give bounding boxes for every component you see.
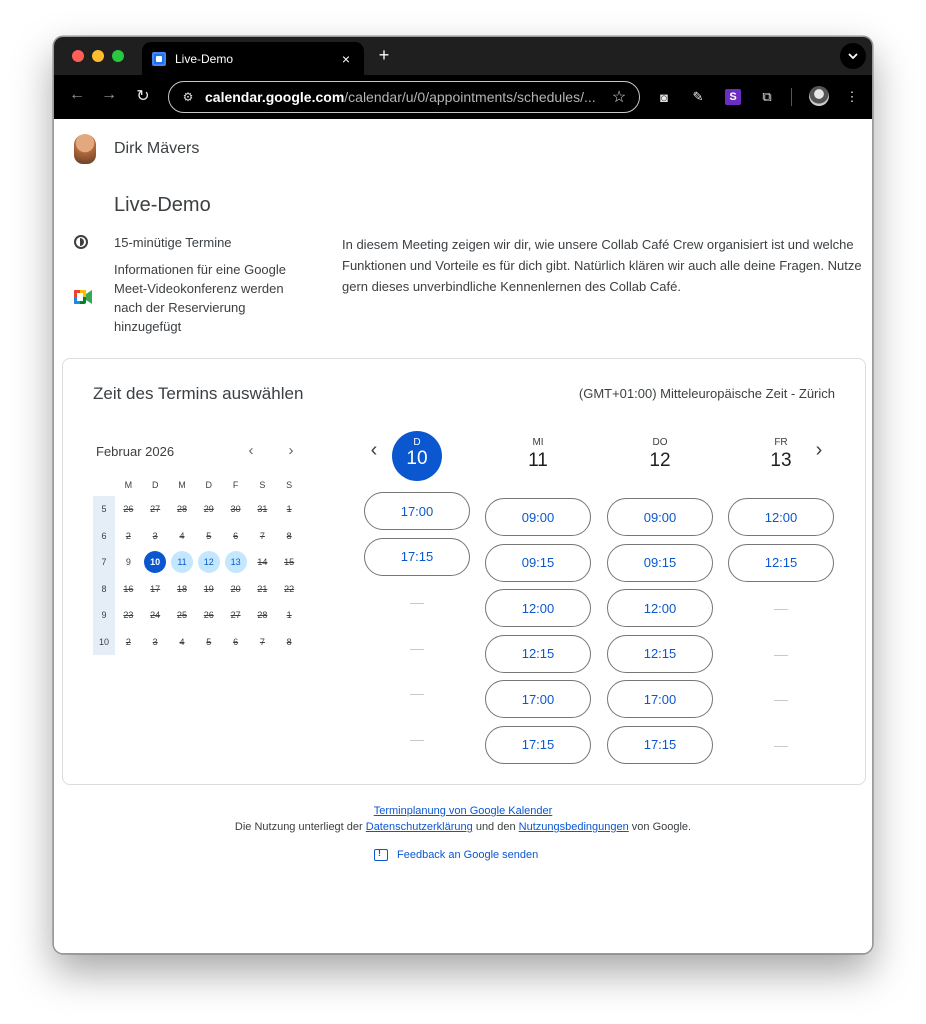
terms-footer <box>54 821 872 833</box>
week-next-icon[interactable]: › <box>815 439 823 461</box>
week-prev-icon[interactable]: ‹ <box>370 439 378 461</box>
mini-calendar-header <box>93 474 303 496</box>
day-number: 12 <box>649 450 671 471</box>
mini-calendar-day <box>142 525 169 547</box>
mini-calendar-day <box>115 525 142 547</box>
mini-calendar-day-label: 13 <box>225 551 247 573</box>
weekday-header: D <box>151 480 159 490</box>
time-slot-button[interactable]: 17:00 <box>485 680 591 718</box>
time-slot-button[interactable]: 09:15 <box>485 544 591 582</box>
week-number-header <box>93 474 115 496</box>
mini-prev-month-icon[interactable]: ‹ <box>248 442 254 459</box>
mini-calendar-day <box>195 498 222 520</box>
day-header-content <box>728 437 834 472</box>
mini-calendar-month: Februar 2026 <box>96 444 175 459</box>
s-extension-icon[interactable]: S <box>725 89 741 105</box>
mini-calendar-day-label: 3 <box>152 636 158 647</box>
mini-calendar-day-label: 20 <box>230 583 241 594</box>
terms-link[interactable]: Nutzungsbedingungen <box>518 821 629 833</box>
mini-calendar-day <box>222 498 249 520</box>
mini-calendar-day <box>276 604 303 626</box>
no-slot-placeholder: — <box>774 736 788 753</box>
time-slot-button[interactable]: 17:15 <box>364 538 470 576</box>
meet-info: Informationen für eine Google Meet-Videokonferenz werden nach der Reservierung hinzugefügt <box>114 262 286 334</box>
time-slot-button[interactable]: 12:15 <box>607 635 713 673</box>
time-slot-button[interactable]: 12:00 <box>728 498 834 536</box>
mini-calendar-day <box>169 578 196 600</box>
mini-calendar-day <box>249 604 276 626</box>
time-slot-button[interactable]: 12:15 <box>485 635 591 673</box>
mini-calendar-day-label: 28 <box>176 504 187 515</box>
puzzle-extensions-icon[interactable]: ⧉ <box>762 89 772 104</box>
week-number: 9 <box>93 602 115 629</box>
time-slot-list <box>607 498 713 764</box>
mini-calendar-day-label: 19 <box>203 583 214 594</box>
time-slot-button[interactable]: 12:00 <box>485 589 591 627</box>
weekday-header: M <box>178 480 186 490</box>
mini-calendar-day <box>169 604 196 626</box>
mini-calendar-day-label: 27 <box>230 610 241 621</box>
mini-next-month-icon[interactable]: › <box>288 442 294 459</box>
mini-calendar-day <box>195 631 222 653</box>
week-number: 10 <box>93 629 115 656</box>
privacy-link[interactable]: Datenschutzerklärung <box>365 821 473 833</box>
weekday-header: S <box>259 480 266 490</box>
mini-calendar-day <box>169 631 196 653</box>
site-info-icon[interactable]: ⚙ <box>182 90 194 104</box>
mini-calendar-day-label: 31 <box>257 504 268 515</box>
mini-calendar-day <box>276 525 303 547</box>
mini-calendar-day-label: 8 <box>286 530 292 541</box>
event-description: In diesem Meeting zeigen wir dir, wie unsere Collab Café Crew organisiert ist und welche Funktionen und Vorteile es für dich gibt. Natürlich klären wir auch alle deine Fragen. Nutze gern dieses unverbindliche Kennenlernen des Collab Café. <box>342 237 862 294</box>
minimize-window-button[interactable] <box>92 50 104 62</box>
toolbar-divider <box>791 88 792 106</box>
mini-calendar-day-label: 22 <box>284 583 295 594</box>
mini-calendar-day-label: 3 <box>152 530 158 541</box>
browser-toolbar <box>54 75 872 119</box>
mini-calendar-day-label: 24 <box>150 610 161 621</box>
mini-calendar-day <box>169 525 196 547</box>
mini-calendar-day <box>169 498 196 520</box>
mini-calendar-day[interactable] <box>115 551 142 573</box>
mini-calendar-day[interactable] <box>169 551 196 573</box>
host-name: Dirk Mävers <box>114 140 200 157</box>
mini-calendar-grid <box>93 474 303 655</box>
mini-calendar-day-label: 23 <box>123 610 134 621</box>
mini-calendar-day-label: 16 <box>123 583 134 594</box>
mini-calendar-day <box>222 525 249 547</box>
bookmark-star-icon[interactable]: ☆ <box>611 89 627 106</box>
event-title: Live-Demo <box>114 194 211 216</box>
no-slot-placeholder: — <box>410 730 424 747</box>
booking-page <box>54 119 872 954</box>
mini-calendar-day <box>142 578 169 600</box>
no-slot-placeholder: — <box>410 594 424 611</box>
mini-calendar-day-label: 5 <box>206 530 212 541</box>
time-slot-button[interactable]: 17:15 <box>485 726 591 764</box>
mini-calendar-day-label: 14 <box>257 557 268 568</box>
url-path: /calendar/u/0/appointments/schedules/... <box>344 89 596 105</box>
tab-close-icon[interactable]: × <box>341 50 351 67</box>
forward-arrow-icon[interactable]: → <box>101 86 117 103</box>
no-slot-placeholder: — <box>774 645 788 662</box>
week-number: 8 <box>93 576 115 603</box>
mini-calendar-day-label: 6 <box>233 530 239 541</box>
day-number: 11 <box>528 450 548 471</box>
mini-calendar-week <box>93 602 303 629</box>
day-header-content <box>485 437 591 472</box>
address-bar[interactable] <box>168 81 640 113</box>
feedback-link[interactable] <box>374 849 538 861</box>
usage-middle: und den <box>472 821 519 833</box>
url-host: calendar.google.com <box>205 89 345 105</box>
day-number: 13 <box>770 450 792 471</box>
mini-calendar-day-label: 30 <box>230 504 241 515</box>
day-header[interactable] <box>364 431 470 481</box>
mini-calendar-day-label: 25 <box>176 610 187 621</box>
mini-calendar-day <box>142 498 169 520</box>
mini-calendar-week <box>93 496 303 523</box>
time-slot-button[interactable]: 12:00 <box>607 589 713 627</box>
eyedropper-extension-icon[interactable]: ✎ <box>692 89 704 104</box>
mini-calendar-day-label: 1 <box>286 610 292 621</box>
scheduling-link-text[interactable]: Terminplanung von Google Kalender <box>373 805 553 817</box>
window-controls <box>72 50 124 62</box>
time-slot-button[interactable]: 12:15 <box>728 544 834 582</box>
calendar-favicon-icon <box>152 52 166 66</box>
no-slot-placeholder: — <box>410 685 424 702</box>
mini-calendar-day-label: 26 <box>123 504 134 515</box>
picker-title: Zeit des Termins auswählen <box>93 384 304 403</box>
more-menu-icon[interactable]: ⋮ <box>845 89 859 104</box>
feedback-label: Feedback an Google senden <box>397 849 539 861</box>
mini-calendar-week <box>93 576 303 603</box>
day-header[interactable] <box>607 437 713 487</box>
weekday-header: F <box>232 480 239 490</box>
mini-calendar-day-label: 15 <box>284 557 295 568</box>
week-number: 5 <box>93 496 115 523</box>
mini-calendar-day <box>276 578 303 600</box>
day-of-week: MI <box>532 437 544 448</box>
mini-calendar-day-label: 26 <box>203 610 214 621</box>
time-slot-button[interactable]: 09:15 <box>607 544 713 582</box>
mini-calendar-day <box>249 578 276 600</box>
mini-calendar-day <box>222 631 249 653</box>
mini-calendar-day-label: 17 <box>150 583 161 594</box>
mini-calendar-day-label: 11 <box>171 551 193 573</box>
mini-calendar-day <box>195 578 222 600</box>
time-slot-list <box>728 498 834 764</box>
event-duration: 15-minütige Termine <box>114 235 232 250</box>
time-slot-button[interactable]: 17:00 <box>364 492 470 530</box>
mini-calendar-day-label: 4 <box>179 636 185 647</box>
mini-calendar-day <box>115 498 142 520</box>
time-slot-button[interactable]: 09:00 <box>607 498 713 536</box>
weekday-header: D <box>205 480 213 490</box>
mini-calendar-day-label: 6 <box>233 636 239 647</box>
day-column <box>485 431 591 772</box>
day-header[interactable] <box>485 437 591 487</box>
mini-calendar-day-label: 27 <box>150 504 161 515</box>
mini-calendar-day <box>276 498 303 520</box>
weekday-header: S <box>286 480 293 490</box>
week-number: 7 <box>93 549 115 576</box>
mini-calendar-day <box>115 578 142 600</box>
mini-calendar-day[interactable] <box>195 551 222 573</box>
mini-calendar-day <box>142 631 169 653</box>
time-slot-button[interactable]: 09:00 <box>485 498 591 536</box>
time-picker-card <box>62 358 866 785</box>
usage-prefix: Die Nutzung unterliegt der <box>234 821 366 833</box>
mini-calendar-day <box>276 551 303 573</box>
time-slot-button[interactable]: 17:00 <box>607 680 713 718</box>
mini-calendar-day <box>249 551 276 573</box>
chevron-down-icon <box>848 53 858 59</box>
mini-calendar-week <box>93 549 303 576</box>
clock-icon <box>74 235 88 249</box>
mini-calendar-day-label: 28 <box>257 610 268 621</box>
no-slot-placeholder: — <box>774 691 788 708</box>
close-window-button[interactable] <box>72 50 84 62</box>
mini-calendar-day <box>249 631 276 653</box>
mini-calendar-week <box>93 523 303 550</box>
new-tab-button[interactable]: + <box>378 45 390 65</box>
feedback-icon <box>374 849 388 861</box>
mini-calendar-day <box>195 604 222 626</box>
mini-calendar-day[interactable] <box>222 551 249 573</box>
timezone-selector[interactable]: (GMT+01:00) Mitteleuropäische Zeit - Zürich <box>578 386 835 401</box>
mini-calendar-day <box>115 604 142 626</box>
url-text[interactable] <box>205 89 609 105</box>
time-slot-list <box>364 492 470 758</box>
mini-calendar-day-label: 7 <box>259 636 265 647</box>
mini-calendar-day-label: 10 <box>144 551 166 573</box>
mini-calendar-day-label: 9 <box>125 557 131 568</box>
active-tab[interactable] <box>142 42 364 75</box>
back-arrow-icon[interactable]: ← <box>69 86 85 103</box>
usage-suffix: von Google. <box>628 821 692 833</box>
camera-extension-icon[interactable]: ◙ <box>660 89 668 105</box>
tab-search-button[interactable] <box>840 43 866 69</box>
mini-calendar-day-label: 29 <box>203 504 214 515</box>
time-slot-list <box>485 498 591 764</box>
day-of-week: FR <box>774 437 788 448</box>
mini-calendar-day-label: 21 <box>257 583 268 594</box>
browser-window <box>53 36 873 954</box>
mini-calendar-day-label: 8 <box>286 636 292 647</box>
mini-calendar-day-label: 2 <box>125 530 131 541</box>
zoom-window-button[interactable] <box>112 50 124 62</box>
mini-calendar-day <box>276 631 303 653</box>
mini-calendar-day <box>142 604 169 626</box>
mini-calendar-day-label: 18 <box>176 583 187 594</box>
day-of-week: D <box>413 437 421 448</box>
mini-calendar-day-label: 1 <box>286 504 292 515</box>
no-slot-placeholder: — <box>410 639 424 656</box>
mini-calendar-day-label: 5 <box>206 636 212 647</box>
mini-calendar-day <box>249 525 276 547</box>
google-meet-icon <box>74 290 92 304</box>
mini-calendar-day <box>222 604 249 626</box>
no-slot-placeholder: — <box>774 600 788 617</box>
day-column <box>728 431 834 772</box>
mini-calendar-week <box>93 629 303 656</box>
mini-calendar-day <box>195 525 222 547</box>
day-of-week: DO <box>652 437 668 448</box>
mini-calendar-day[interactable] <box>142 551 169 573</box>
mini-calendar-day <box>115 631 142 653</box>
day-column <box>607 431 713 772</box>
tab-title: Live-Demo <box>175 51 234 66</box>
mini-calendar-day-label: 12 <box>198 551 220 573</box>
mini-calendar-day-label: 4 <box>179 530 185 541</box>
day-header[interactable] <box>728 437 834 487</box>
day-column <box>364 431 470 766</box>
weekday-header: M <box>124 480 133 490</box>
mini-calendar-day <box>249 498 276 520</box>
profile-avatar-icon[interactable] <box>809 86 829 106</box>
mini-calendar-day-label: 2 <box>125 636 131 647</box>
time-slot-button[interactable]: 17:15 <box>607 726 713 764</box>
reload-icon[interactable]: ↻ <box>136 88 150 105</box>
mini-calendar-day-label: 7 <box>259 530 265 541</box>
day-number: 10 <box>406 448 428 469</box>
day-header-content <box>607 437 713 472</box>
tab-bar <box>54 37 872 75</box>
selected-day-circle <box>392 431 442 481</box>
mini-calendar-day <box>222 578 249 600</box>
scheduling-footer-link[interactable] <box>54 805 872 817</box>
host-avatar <box>74 134 96 164</box>
week-number: 6 <box>93 523 115 550</box>
